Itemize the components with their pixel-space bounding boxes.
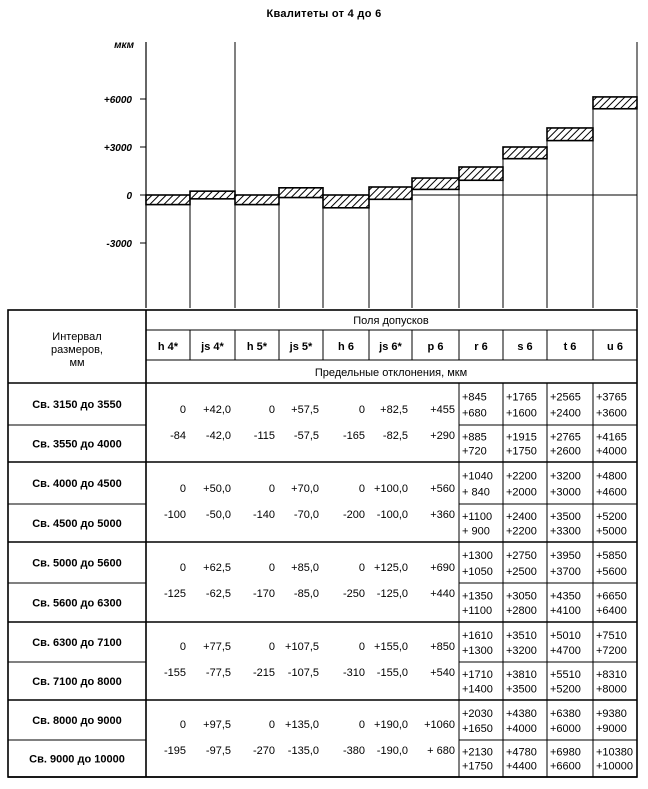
cell-lower-value: -155 <box>163 667 186 679</box>
cell-upper-value: +6380 <box>550 707 581 720</box>
cell-lower-value: -97,5 <box>205 745 231 757</box>
cell-upper-value: +2750 <box>506 550 537 563</box>
cell-lower-value: + 840 <box>462 486 490 499</box>
column-header-9: s 6 <box>517 341 533 353</box>
cell-lower-value: -135,0 <box>287 745 319 757</box>
cell-lower-value: +1100 <box>462 605 493 618</box>
cell-lower-value: -155,0 <box>376 667 408 679</box>
cell-lower-value: +9000 <box>596 723 627 735</box>
interval-label: Св. 6300 до 7100 <box>32 637 122 649</box>
cell-upper-value: +9380 <box>596 707 627 720</box>
cell-upper-value: +1915 <box>506 431 537 444</box>
cell-upper-value: +3200 <box>550 470 581 483</box>
cell-lower-value: -140 <box>252 509 275 521</box>
cell-upper-value: +6650 <box>596 590 627 603</box>
cell-lower-value: +2200 <box>506 525 537 538</box>
cell-lower-value: +5000 <box>596 525 627 538</box>
interval-label: Св. 3150 до 3550 <box>32 399 122 411</box>
cell-upper-value: +845 <box>462 391 487 404</box>
cell-upper-value: +4350 <box>550 590 581 603</box>
cell-upper-value: +1350 <box>462 590 493 603</box>
cell-lower-value: +5200 <box>550 683 581 696</box>
cell-upper-value: +4780 <box>506 746 537 759</box>
cell-upper-value: +50,0 <box>203 483 231 495</box>
cell-lower-value: +5600 <box>596 565 627 578</box>
column-header-3: h 5* <box>246 341 268 353</box>
cell-upper-value: +455 <box>430 404 455 416</box>
cell-lower-value: +8000 <box>596 683 627 696</box>
cell-lower-value: +4000 <box>596 445 627 458</box>
cell-upper-value: +10380 <box>596 746 634 759</box>
deviations-header: Предельные отклонения, мкм <box>314 367 468 379</box>
cell-lower-value: -70,0 <box>293 509 319 521</box>
cell-lower-value: +3000 <box>550 486 581 499</box>
y-unit-label: мкм <box>114 40 134 51</box>
cell-upper-value: +3510 <box>506 629 537 642</box>
interval-label: Св. 3550 до 4000 <box>32 438 122 451</box>
cell-upper-value: +4380 <box>506 707 537 720</box>
cell-lower-value: -82,5 <box>382 430 408 442</box>
column-header-1: h 4* <box>157 341 179 353</box>
cell-upper-value: 0 <box>268 483 275 495</box>
column-header-11: u 6 <box>607 341 623 353</box>
column-header-8: r 6 <box>474 341 488 353</box>
cell-lower-value: +2000 <box>506 486 537 499</box>
fields-header: Поля допусков <box>353 315 429 327</box>
cell-upper-value: +2565 <box>550 391 581 404</box>
column-header-10: t 6 <box>563 341 577 353</box>
cell-lower-value: +2500 <box>506 565 537 578</box>
interval-label: Св. 5600 до 6300 <box>32 597 122 610</box>
cell-lower-value: -77,5 <box>205 667 231 679</box>
cell-lower-value: +290 <box>430 430 455 442</box>
cell-lower-value: +720 <box>462 445 487 458</box>
cell-upper-value: +560 <box>430 483 455 495</box>
cell-upper-value: 0 <box>179 719 186 731</box>
cell-lower-value: +3500 <box>506 683 537 696</box>
column-header-5: h 6 <box>338 341 354 353</box>
cell-lower-value: -107,5 <box>287 667 319 679</box>
cell-upper-value: +885 <box>462 431 487 444</box>
cell-lower-value: +1300 <box>462 645 493 657</box>
cell-lower-value: +4100 <box>550 605 581 618</box>
cell-upper-value: +1610 <box>462 629 493 642</box>
cell-upper-value: +850 <box>430 641 455 653</box>
cell-lower-value: +3700 <box>550 565 581 578</box>
cell-upper-value: +77,5 <box>203 641 231 653</box>
cell-upper-value: +2765 <box>550 431 581 444</box>
cell-upper-value: +190,0 <box>374 719 408 731</box>
interval-header-line-3: мм <box>69 357 85 369</box>
cell-lower-value: +1400 <box>462 683 493 696</box>
cell-lower-value: -215 <box>252 667 275 679</box>
cell-lower-value: -250 <box>342 588 365 600</box>
cell-lower-value: +1600 <box>506 407 537 420</box>
cell-upper-value: 0 <box>179 404 186 416</box>
cell-upper-value: +155,0 <box>374 641 408 653</box>
cell-lower-value: -62,5 <box>205 588 231 600</box>
interval-label: Св. 5000 до 5600 <box>32 557 122 570</box>
cell-lower-value: +1750 <box>506 445 537 458</box>
cell-upper-value: +3810 <box>506 668 537 681</box>
cell-lower-value: -84 <box>170 430 186 442</box>
cell-upper-value: +690 <box>430 562 455 574</box>
cell-upper-value: 0 <box>358 719 365 731</box>
cell-lower-value: -50,0 <box>205 509 231 521</box>
cell-upper-value: +97,5 <box>203 719 231 731</box>
cell-upper-value: +7510 <box>596 629 627 642</box>
column-header-7: p 6 <box>427 341 444 353</box>
cell-lower-value: +4400 <box>506 760 537 773</box>
interval-label: Св. 4500 до 5000 <box>32 518 122 530</box>
cell-lower-value: + 900 <box>462 525 490 538</box>
page-title: Квалитеты от 4 до 6 <box>266 8 382 20</box>
cell-upper-value: 0 <box>358 483 365 495</box>
cell-lower-value: +1750 <box>462 760 493 773</box>
cell-upper-value: +2030 <box>462 707 493 720</box>
cell-upper-value: +4800 <box>596 470 627 483</box>
cell-lower-value: +3600 <box>596 407 627 420</box>
cell-upper-value: +5010 <box>550 629 581 642</box>
cell-upper-value: +5850 <box>596 550 627 563</box>
cell-upper-value: +57,5 <box>291 404 319 416</box>
cell-upper-value: 0 <box>268 562 275 574</box>
cell-lower-value: -170 <box>252 588 275 600</box>
table-border <box>8 310 637 777</box>
cell-upper-value: +4165 <box>596 431 627 444</box>
y-tick-label: 0 <box>126 191 132 202</box>
cell-upper-value: 0 <box>268 404 275 416</box>
cell-lower-value: +6000 <box>550 723 581 735</box>
column-header-4: js 5* <box>289 341 313 353</box>
cell-lower-value: -310 <box>342 667 365 679</box>
cell-upper-value: +125,0 <box>374 562 408 574</box>
cell-lower-value: +440 <box>430 588 455 600</box>
interval-label: Св. 8000 до 9000 <box>32 715 122 727</box>
cell-lower-value: -195 <box>163 745 186 757</box>
interval-label: Св. 4000 до 4500 <box>32 478 122 490</box>
y-tick-label: -3000 <box>106 239 132 250</box>
cell-lower-value: +6400 <box>596 605 627 618</box>
cell-upper-value: +5200 <box>596 510 627 523</box>
cell-lower-value: +2800 <box>506 605 537 618</box>
column-header-6: js 6* <box>379 341 402 353</box>
cell-lower-value: -57,5 <box>293 430 319 442</box>
cell-upper-value: +2130 <box>462 746 493 759</box>
cell-upper-value: +135,0 <box>285 719 319 731</box>
cell-lower-value: +6600 <box>550 760 581 773</box>
cell-upper-value: +85,0 <box>291 562 319 574</box>
cell-upper-value: +1710 <box>462 668 493 681</box>
cell-upper-value: +100,0 <box>374 483 408 495</box>
cell-lower-value: +3200 <box>506 645 537 657</box>
interval-header-line-2: размеров, <box>51 344 103 356</box>
cell-lower-value: +4600 <box>596 486 627 499</box>
column-header-2: js 4* <box>201 341 224 353</box>
cell-lower-value: -200 <box>342 509 365 521</box>
cell-lower-value: +1050 <box>462 565 493 578</box>
cell-lower-value: +4700 <box>550 645 581 657</box>
cell-upper-value: 0 <box>358 404 365 416</box>
cell-upper-value: 0 <box>179 641 186 653</box>
cell-upper-value: +6980 <box>550 746 581 759</box>
cell-upper-value: +2400 <box>506 510 537 523</box>
cell-upper-value: +62,5 <box>203 562 231 574</box>
cell-upper-value: +3950 <box>550 550 581 563</box>
cell-upper-value: +8310 <box>596 668 627 681</box>
cell-upper-value: 0 <box>179 562 186 574</box>
interval-label: Св. 7100 до 8000 <box>32 676 122 688</box>
cell-lower-value: -380 <box>342 745 365 757</box>
cell-lower-value: +4000 <box>506 723 537 735</box>
cell-upper-value: +1765 <box>506 391 537 404</box>
cell-lower-value: +1650 <box>462 723 493 735</box>
cell-lower-value: +680 <box>462 407 487 420</box>
cell-lower-value: -165 <box>342 430 365 442</box>
cell-lower-value: +7200 <box>596 645 627 657</box>
cell-lower-value: -100,0 <box>376 509 408 521</box>
cell-upper-value: +1100 <box>462 510 493 523</box>
cell-lower-value: -125 <box>163 588 186 600</box>
cell-upper-value: +5510 <box>550 668 581 681</box>
cell-lower-value: -190,0 <box>376 745 408 757</box>
cell-lower-value: +10000 <box>596 760 634 773</box>
cell-upper-value: 0 <box>358 562 365 574</box>
cell-upper-value: +3050 <box>506 590 537 603</box>
cell-upper-value: +42,0 <box>203 404 231 416</box>
cell-upper-value: 0 <box>358 641 365 653</box>
cell-upper-value: +107,5 <box>285 641 319 653</box>
cell-lower-value: -270 <box>252 745 275 757</box>
cell-upper-value: +70,0 <box>291 483 319 495</box>
cell-lower-value: -42,0 <box>205 430 231 442</box>
cell-lower-value: -85,0 <box>293 588 319 600</box>
cell-lower-value: +2600 <box>550 445 581 458</box>
cell-lower-value: + 680 <box>427 745 455 757</box>
cell-upper-value: 0 <box>268 719 275 731</box>
cell-upper-value: +82,5 <box>380 404 408 416</box>
cell-lower-value: +360 <box>430 509 455 521</box>
cell-lower-value: -115 <box>253 430 275 442</box>
cell-lower-value: -100 <box>163 509 186 521</box>
cell-upper-value: +1040 <box>462 470 493 483</box>
y-tick-label: +3000 <box>103 143 132 154</box>
cell-lower-value: +540 <box>430 667 455 679</box>
cell-upper-value: 0 <box>179 483 186 495</box>
cell-upper-value: +3765 <box>596 391 627 404</box>
cell-upper-value: 0 <box>268 641 275 653</box>
cell-upper-value: +1300 <box>462 550 493 563</box>
interval-label: Св. 9000 до 10000 <box>29 753 125 766</box>
cell-upper-value: +2200 <box>506 470 537 483</box>
y-tick-label: +6000 <box>103 95 132 106</box>
cell-lower-value: +2400 <box>550 407 581 420</box>
cell-lower-value: +3300 <box>550 525 581 538</box>
cell-upper-value: +3500 <box>550 510 581 523</box>
cell-lower-value: -125,0 <box>376 588 408 600</box>
interval-header-line-1: Интервал <box>52 331 102 343</box>
cell-upper-value: +1060 <box>424 719 455 731</box>
